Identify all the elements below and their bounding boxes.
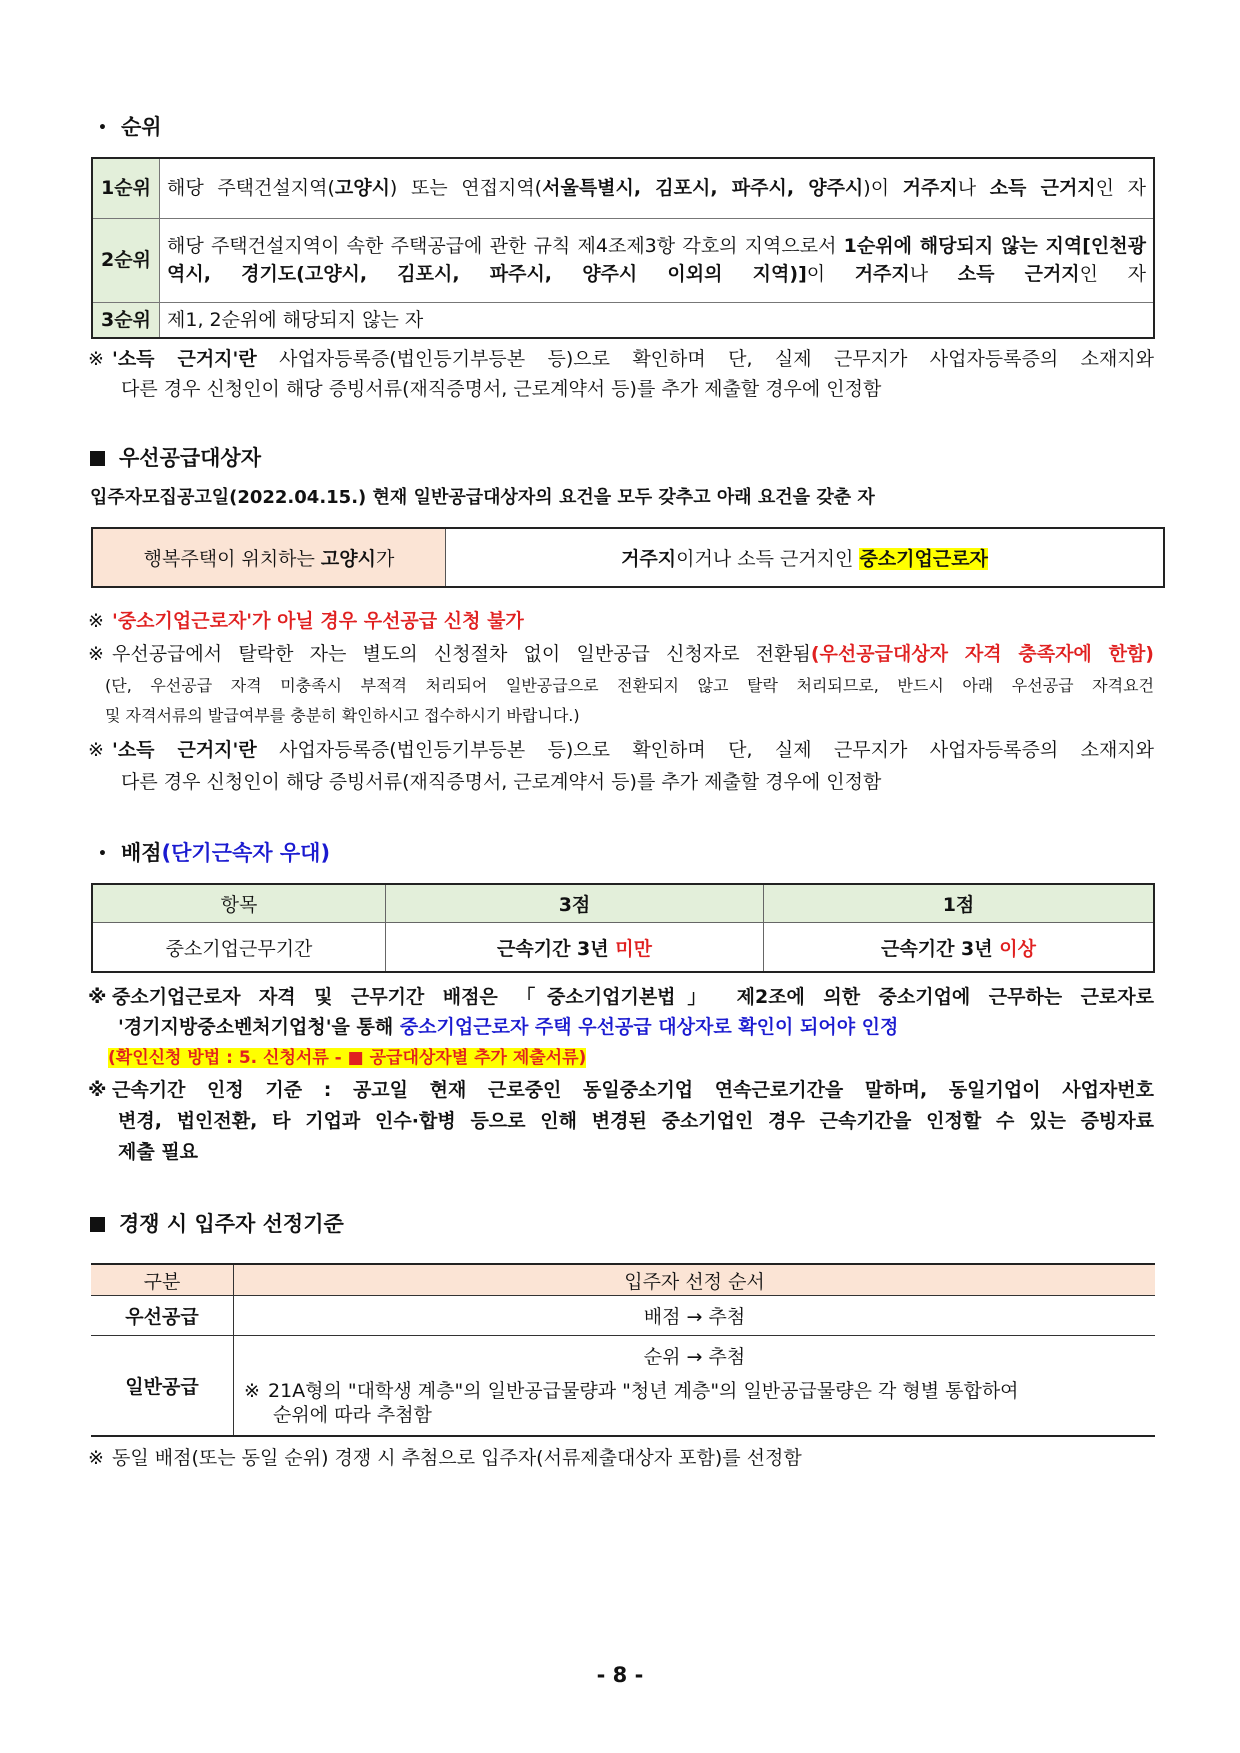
selection-row-value: 순위 → 추첨 ※ 21A형의 "대학생 계층"의 일반공급물량과 "청년 계층"의 일반공급물량은 각 형별 통합하여 순위에 따라 추첨함 (234, 1336, 1156, 1436)
selection-head-type: 구분 (91, 1264, 234, 1296)
rank-heading: • 순위 (98, 115, 162, 139)
selection-table (91, 1263, 1155, 1437)
table-row (91, 1264, 1155, 1296)
table-row (92, 302, 1154, 338)
rank-label: 1순위 (92, 158, 160, 218)
table-row (91, 1336, 1155, 1436)
rank-label: 3순위 (92, 302, 160, 338)
score-head-1: 1점 (764, 884, 1155, 923)
table-row (92, 218, 1154, 302)
bullet-icon: • (98, 846, 107, 862)
score-1-cell: 근속기간 3년 이상 (764, 923, 1155, 973)
selection-footnote: ※ 동일 배점(또는 동일 순위) 경쟁 시 추첨으로 입주자(서류제출대상자 포함)를 선정함 (88, 1447, 802, 1469)
selection-heading: 경쟁 시 입주자 선정기준 (90, 1209, 344, 1239)
page-number: - 8 - (596, 1663, 644, 1687)
rank-label: 2순위 (92, 218, 160, 302)
priority-box-left: 행복주택이 위치하는 고양시가 (92, 528, 446, 587)
selection-head-order: 입주자 선정 순서 (234, 1264, 1156, 1296)
rank-table (91, 157, 1155, 339)
rank-desc: 해당 주택건설지역이 속한 주택공급에 관한 규칙 제4조제3항 각호의 지역으로서 1순위에 해당되지 않는 지역[인천광역시, 경기도(고양시, 김포시, 파주시, 양주시 이외의 지역)]이 거주지나 소득 근거지인 자 (160, 218, 1155, 302)
score-item: 중소기업근무기간 (92, 923, 386, 973)
score-head-3: 3점 (386, 884, 764, 923)
priority-heading: 우선공급대상자 (90, 443, 261, 473)
score-head-item: 항목 (92, 884, 386, 923)
rank-note: ※ '소득 근거지'란 사업자등록증(법인등기부등본 등)으로 확인하며 단, 실제 근무지가 사업자등록증의 소재지와 다른 경우 신청인이 해당 증빙서류(재직증명서, 근로계약서 등)를 추가 제출할 경우에 인정함 (88, 344, 1154, 404)
table-row (92, 158, 1154, 218)
score-notes: ※ 중소기업근로자 자격 및 근무기간 배점은 「중소기업기본법」 제2조에 의한 중소기업에 근무하는 근로자로 '경기지방중소벤처기업청'을 통해 중소기업근로자 주택 우선공급 대상자로 확인이 되어야 인정 (확인신청 방법 : 5. 신청서류 - ■ 공급대상자별 추가 제출서류) ※ 근속기간 인정 기준 : 공고일 현재 근로중인 동일중소기업 연속근로기간을 말하며, 동일기업이 사업자번호 변경, 법인전환, 타 기업과 인수·합병 등으로 인해 변경된 중소기업인 경우 근속기간을 인정할 수 있는 증빙자료 제출 필요 (88, 986, 1154, 1163)
score-3-cell: 근속기간 3년 미만 (386, 923, 764, 973)
selection-row-label: 우선공급 (91, 1296, 234, 1336)
selection-row-label: 일반공급 (91, 1336, 234, 1436)
table-row (92, 884, 1154, 923)
table-row (91, 1296, 1155, 1336)
rank-desc: 제1, 2순위에 해당되지 않는 자 (160, 302, 1155, 338)
square-bullet-icon (90, 1217, 105, 1232)
table-row (92, 528, 1164, 587)
bullet-icon: • (98, 120, 107, 136)
rank-desc: 해당 주택건설지역(고양시) 또는 연접지역(서울특별시, 김포시, 파주시, 양주시)이 거주지나 소득 근거지인 자 (160, 158, 1155, 218)
priority-subheading: 입주자모집공고일(2022.04.15.) 현재 일반공급대상자의 요건을 모두 갖추고 아래 요건을 갖춘 자 (90, 487, 875, 508)
priority-notes: ※ '중소기업근로자'가 아닐 경우 우선공급 신청 불가 ※ 우선공급에서 탈락한 자는 별도의 신청절차 없이 일반공급 신청자로 전환됨(우선공급대상자 자격 충족자에 한함) (단, 우선공급 자격 미충족시 부적격 처리되어 일반공급으로 전환되지 않고 탈락 처리되므로, 반드시 아래 우선공급 자격요건 및 자격서류의 발급여부를 충분히 확인하시고 접수하시기 바랍니다.) ※ '소득 근거지'란 사업자등록증(법인등기부등본 등)으로 확인하며 단, 실제 근무지가 사업자등록증의 소재지와 다른 경우 신청인이 해당 증빙서류(재직증명서, 근로계약서 등)를 추가 제출할 경우에 인정함 (88, 610, 1155, 793)
priority-box (91, 527, 1165, 588)
table-row (92, 923, 1154, 973)
score-table (91, 883, 1155, 973)
selection-row-value: 배점 → 추첨 (234, 1296, 1156, 1336)
score-heading: • 배점(단기근속자 우대) (98, 841, 331, 865)
priority-box-right: 거주지이거나 소득 근거지인 중소기업근로자 (446, 528, 1165, 587)
note-mark: ※ (88, 348, 104, 370)
square-bullet-icon (90, 451, 105, 466)
